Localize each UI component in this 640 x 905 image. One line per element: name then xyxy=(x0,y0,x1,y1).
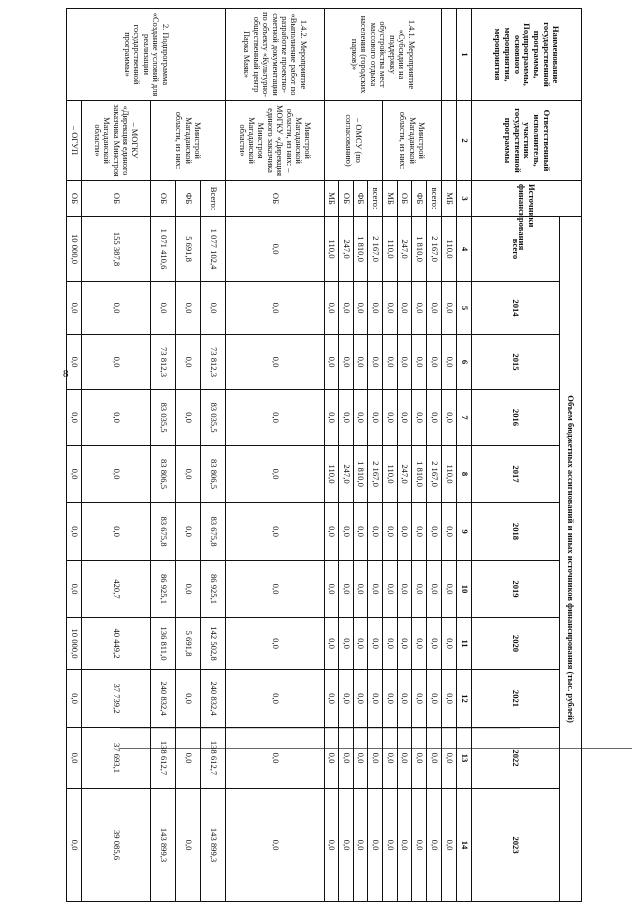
header-year: 2019 xyxy=(472,561,560,618)
value-cell: 0,0 xyxy=(175,282,200,335)
source-cell: ОБ xyxy=(150,181,175,217)
value-cell: 0,0 xyxy=(226,618,324,670)
value-cell: 5 691,8 xyxy=(175,618,200,670)
subprogram-2-name: 2. Подпрограмма «Создание условий для реализации государственной программы» xyxy=(67,9,226,101)
responsible-omsu: – ОМСУ (по согласованию) xyxy=(324,101,383,181)
value-cell: 0,0 xyxy=(226,561,324,618)
value-cell: 0,0 xyxy=(397,335,412,390)
value-cell: 136 811,0 xyxy=(150,618,175,670)
value-cell: 40 449,2 xyxy=(81,618,150,670)
value-cell: 0,0 xyxy=(175,503,200,561)
measure-1-4-2-name: 1.4.2. Мероприятие «Выполнение работ по разработке проектно-сметной документации по объекту «Культурно-общественный центр Парка Маяк» xyxy=(226,9,324,101)
value-cell: 0,0 xyxy=(175,728,200,789)
value-cell: 0,0 xyxy=(397,390,412,446)
value-cell: 0,0 xyxy=(226,446,324,503)
table-row xyxy=(368,9,383,902)
source-cell: всего: xyxy=(427,181,442,217)
value-cell: 0,0 xyxy=(226,670,324,728)
value-cell: 0,0 xyxy=(339,503,354,561)
value-cell: 10 000,0 xyxy=(67,217,82,282)
resp-cell-empty xyxy=(441,101,457,181)
table-row xyxy=(81,9,150,902)
value-cell: 110,0 xyxy=(383,217,398,282)
column-index: 8 xyxy=(457,446,472,503)
value-cell: 0,0 xyxy=(67,335,82,390)
header-year: 2021 xyxy=(472,670,560,728)
value-cell: 247,0 xyxy=(339,446,354,503)
value-cell: 0,0 xyxy=(353,282,368,335)
header-source: Источники финансирования xyxy=(472,181,582,217)
value-cell: 0,0 xyxy=(383,618,398,670)
column-index-row xyxy=(457,9,472,902)
value-cell: 0,0 xyxy=(324,561,339,618)
header-year: 2022 xyxy=(472,728,560,789)
value-cell: 0,0 xyxy=(226,390,324,446)
value-cell: 247,0 xyxy=(397,217,412,282)
value-cell: 0,0 xyxy=(368,561,383,618)
value-cell: 0,0 xyxy=(397,282,412,335)
header-year: 2018 xyxy=(472,503,560,561)
value-cell: 0,0 xyxy=(397,670,412,728)
source-cell: ОБ xyxy=(226,181,324,217)
value-cell: 0,0 xyxy=(353,728,368,789)
value-cell: 2 167,0 xyxy=(427,446,442,503)
header-year: 2015 xyxy=(472,335,560,390)
value-cell: 83 035,5 xyxy=(201,390,226,446)
value-cell: 0,0 xyxy=(397,618,412,670)
value-cell: 0,0 xyxy=(383,335,398,390)
header-volume: Объем бюджетных ассигнований и иных источников финансирования (тыс. рублей) xyxy=(560,217,582,902)
column-index: 2 xyxy=(457,101,472,181)
value-cell: 0,0 xyxy=(226,503,324,561)
value-cell: 0,0 xyxy=(324,670,339,728)
value-cell: 0,0 xyxy=(324,789,339,902)
value-cell: 143 899,3 xyxy=(150,789,175,902)
value-cell: 0,0 xyxy=(441,561,457,618)
value-cell: 0,0 xyxy=(67,789,82,902)
header-total: всего xyxy=(472,217,560,282)
value-cell: 73 812,3 xyxy=(201,335,226,390)
table-row xyxy=(226,9,324,902)
value-cell: 0,0 xyxy=(368,789,383,902)
value-cell: 0,0 xyxy=(226,282,324,335)
value-cell: 110,0 xyxy=(383,446,398,503)
column-index: 10 xyxy=(457,561,472,618)
value-cell: 83 035,5 xyxy=(150,390,175,446)
value-cell: 0,0 xyxy=(324,728,339,789)
table-row xyxy=(441,9,457,902)
value-cell: 1 810,0 xyxy=(412,217,427,282)
value-cell: 0,0 xyxy=(175,561,200,618)
value-cell: 0,0 xyxy=(441,618,457,670)
value-cell: 0,0 xyxy=(383,670,398,728)
value-cell: 0,0 xyxy=(383,282,398,335)
value-cell: 0,0 xyxy=(397,789,412,902)
value-cell: 0,0 xyxy=(226,217,324,282)
measure-1-4-1-name: 1.4.1. Мероприятие «Субсидии на поддержку обустройства мест массового отдыха населения (городских парков)» xyxy=(324,9,441,101)
rotated-table-frame xyxy=(66,8,582,901)
value-cell: 0,0 xyxy=(412,282,427,335)
source-cell: всего: xyxy=(368,181,383,217)
value-cell: 86 925,1 xyxy=(150,561,175,618)
value-cell: 0,0 xyxy=(175,670,200,728)
column-index: 6 xyxy=(457,335,472,390)
value-cell: 0,0 xyxy=(441,282,457,335)
value-cell: 0,0 xyxy=(441,503,457,561)
value-cell: 0,0 xyxy=(427,618,442,670)
value-cell: 0,0 xyxy=(175,390,200,446)
value-cell: 0,0 xyxy=(324,503,339,561)
header-year: 2014 xyxy=(472,282,560,335)
source-cell: МБ xyxy=(441,181,457,217)
value-cell: 0,0 xyxy=(339,282,354,335)
column-index: 13 xyxy=(457,728,472,789)
responsible-ogup: – ОГУП xyxy=(67,101,82,181)
value-cell: 0,0 xyxy=(412,670,427,728)
table-row xyxy=(67,9,82,902)
value-cell: 0,0 xyxy=(441,728,457,789)
value-cell: 0,0 xyxy=(226,335,324,390)
column-index: 7 xyxy=(457,390,472,446)
value-cell: 110,0 xyxy=(324,446,339,503)
value-cell: 420,7 xyxy=(81,561,150,618)
source-cell: ФБ xyxy=(412,181,427,217)
column-index: 9 xyxy=(457,503,472,561)
table-row xyxy=(201,9,226,902)
source-cell: ОБ xyxy=(81,181,150,217)
value-cell: 240 832,4 xyxy=(150,670,175,728)
value-cell: 0,0 xyxy=(353,503,368,561)
value-cell: 0,0 xyxy=(353,561,368,618)
value-cell: 0,0 xyxy=(339,335,354,390)
value-cell: 0,0 xyxy=(397,561,412,618)
source-cell: ОБ xyxy=(339,181,354,217)
column-index: 14 xyxy=(457,789,472,902)
header-year: 2016 xyxy=(472,390,560,446)
value-cell: 0,0 xyxy=(353,335,368,390)
value-cell: 83 675,8 xyxy=(150,503,175,561)
value-cell: 0,0 xyxy=(412,503,427,561)
value-cell: 0,0 xyxy=(383,503,398,561)
value-cell: 240 832,4 xyxy=(201,670,226,728)
value-cell: 0,0 xyxy=(383,390,398,446)
value-cell: 0,0 xyxy=(427,335,442,390)
value-cell: 0,0 xyxy=(353,670,368,728)
value-cell: 0,0 xyxy=(412,390,427,446)
column-index: 11 xyxy=(457,618,472,670)
value-cell: 0,0 xyxy=(324,618,339,670)
value-cell: 0,0 xyxy=(368,618,383,670)
value-cell: 0,0 xyxy=(67,670,82,728)
value-cell: 0,0 xyxy=(368,282,383,335)
responsible-minstroy-2: Минстрой Магаданской области, из них: xyxy=(150,101,225,181)
source-cell: МБ xyxy=(324,181,339,217)
value-cell: 0,0 xyxy=(353,789,368,902)
value-cell: 0,0 xyxy=(67,503,82,561)
header-year: 2017 xyxy=(472,446,560,503)
column-index: 4 xyxy=(457,217,472,282)
value-cell: 0,0 xyxy=(226,728,324,789)
value-cell: 0,0 xyxy=(324,282,339,335)
value-cell: 0,0 xyxy=(175,446,200,503)
value-cell: 0,0 xyxy=(441,670,457,728)
value-cell: 86 925,1 xyxy=(201,561,226,618)
value-cell: 0,0 xyxy=(412,335,427,390)
value-cell: 0,0 xyxy=(324,390,339,446)
value-cell: 0,0 xyxy=(412,728,427,789)
value-cell: 0,0 xyxy=(67,728,82,789)
header-responsible: Ответственный исполнитель, участник государственной программы xyxy=(472,101,582,181)
value-cell: 37 693,1 xyxy=(81,728,150,789)
value-cell: 0,0 xyxy=(427,789,442,902)
value-cell: 83 806,5 xyxy=(150,446,175,503)
value-cell: 73 812,3 xyxy=(150,335,175,390)
source-cell: Всего: xyxy=(201,181,226,217)
header-name: Наименование государственной программы, Подпрограммы, основного мероприятия, мероприятия xyxy=(472,9,582,101)
column-index: 12 xyxy=(457,670,472,728)
source-cell: ФБ xyxy=(353,181,368,217)
value-cell: 0,0 xyxy=(427,728,442,789)
responsible-minstroy-mogku: Минстрой Магаданской области, из них: – МОГКУ «Дирекция единого заказчика Минстроя Магаданской области» xyxy=(226,101,324,181)
value-cell: 83 806,5 xyxy=(201,446,226,503)
value-cell: 0,0 xyxy=(67,282,82,335)
value-cell: 0,0 xyxy=(324,335,339,390)
value-cell: 0,0 xyxy=(383,789,398,902)
value-cell: 0,0 xyxy=(427,390,442,446)
value-cell: 0,0 xyxy=(383,561,398,618)
value-cell: 0,0 xyxy=(150,282,175,335)
value-cell: 0,0 xyxy=(81,503,150,561)
value-cell: 0,0 xyxy=(412,618,427,670)
value-cell: 0,0 xyxy=(339,390,354,446)
value-cell: 0,0 xyxy=(397,503,412,561)
value-cell: 0,0 xyxy=(368,335,383,390)
table-row xyxy=(427,9,442,902)
value-cell: 10 000,0 xyxy=(67,618,82,670)
value-cell: 0,0 xyxy=(353,618,368,670)
value-cell: 0,0 xyxy=(339,789,354,902)
column-index: 1 xyxy=(457,9,472,101)
value-cell: 0,0 xyxy=(441,335,457,390)
value-cell: 0,0 xyxy=(339,670,354,728)
financing-table xyxy=(66,8,582,902)
value-cell: 0,0 xyxy=(427,503,442,561)
value-cell: 1 810,0 xyxy=(353,446,368,503)
value-cell: 2 167,0 xyxy=(368,446,383,503)
value-cell: 0,0 xyxy=(412,561,427,618)
source-cell: ОБ xyxy=(67,181,82,217)
column-index: 5 xyxy=(457,282,472,335)
value-cell: 0,0 xyxy=(81,282,150,335)
value-cell: 37 739,2 xyxy=(81,670,150,728)
value-cell: 0,0 xyxy=(67,561,82,618)
value-cell: 0,0 xyxy=(441,789,457,902)
value-cell: 247,0 xyxy=(397,446,412,503)
value-cell: 0,0 xyxy=(81,446,150,503)
value-cell: 247,0 xyxy=(339,217,354,282)
value-cell: 155 387,8 xyxy=(81,217,150,282)
value-cell: 1 077 102,4 xyxy=(201,217,226,282)
value-cell: 110,0 xyxy=(441,217,457,282)
value-cell: 0,0 xyxy=(226,789,324,902)
value-cell: 2 167,0 xyxy=(427,217,442,282)
value-cell: 0,0 xyxy=(353,390,368,446)
value-cell: 0,0 xyxy=(368,503,383,561)
value-cell: 0,0 xyxy=(368,390,383,446)
value-cell: 0,0 xyxy=(383,728,398,789)
value-cell: 39 085,6 xyxy=(81,789,150,902)
header-year: 2023 xyxy=(472,789,560,902)
value-cell: 0,0 xyxy=(427,670,442,728)
value-cell: 83 675,8 xyxy=(201,503,226,561)
value-cell: 0,0 xyxy=(368,728,383,789)
value-cell: 1 071 410,6 xyxy=(150,217,175,282)
source-cell: ФБ xyxy=(175,181,200,217)
name-cell-empty xyxy=(441,9,457,101)
value-cell: 0,0 xyxy=(427,282,442,335)
header-year: 2020 xyxy=(472,618,560,670)
value-cell: 0,0 xyxy=(81,335,150,390)
value-cell: 110,0 xyxy=(441,446,457,503)
value-cell: 142 502,8 xyxy=(201,618,226,670)
value-cell: 110,0 xyxy=(324,217,339,282)
value-cell: 138 612,7 xyxy=(201,728,226,789)
value-cell: 0,0 xyxy=(339,618,354,670)
value-cell: 0,0 xyxy=(427,561,442,618)
value-cell: 2 167,0 xyxy=(368,217,383,282)
value-cell: 0,0 xyxy=(175,335,200,390)
value-cell: 5 691,8 xyxy=(175,217,200,282)
value-cell: 0,0 xyxy=(441,390,457,446)
value-cell: 138 612,7 xyxy=(150,728,175,789)
value-cell: 0,0 xyxy=(67,390,82,446)
column-index: 3 xyxy=(457,181,472,217)
responsible-minstroy: Минстрой Магаданской области, из них: xyxy=(383,101,442,181)
page-number: 8 xyxy=(63,368,69,380)
value-cell: 0,0 xyxy=(397,728,412,789)
value-cell: 0,0 xyxy=(81,390,150,446)
value-cell: 143 899,3 xyxy=(201,789,226,902)
value-cell: 0,0 xyxy=(175,789,200,902)
value-cell: 0,0 xyxy=(67,446,82,503)
value-cell: 0,0 xyxy=(339,561,354,618)
value-cell: 0,0 xyxy=(412,789,427,902)
source-cell: МБ xyxy=(383,181,398,217)
responsible-mogku: – МОГКУ «Дирекция единого заказчика Минстроя Магаданской области» xyxy=(81,101,150,181)
value-cell: 1 810,0 xyxy=(412,446,427,503)
value-cell: 0,0 xyxy=(368,670,383,728)
rotated-table-container xyxy=(66,8,582,901)
value-cell: 1 810,0 xyxy=(353,217,368,282)
value-cell: 0,0 xyxy=(339,728,354,789)
value-cell: 0,0 xyxy=(201,282,226,335)
source-cell: ОБ xyxy=(397,181,412,217)
